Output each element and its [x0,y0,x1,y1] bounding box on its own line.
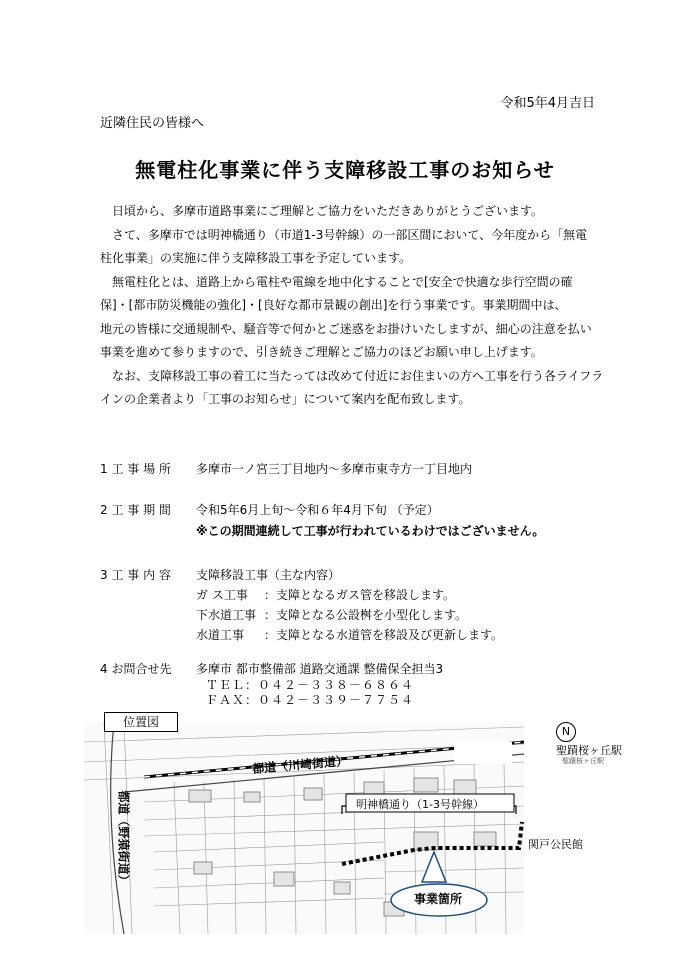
content-water-desc: ：支障となる水道管を移設及び更新します。 [264,628,504,642]
body-line: 柱化事業」の実施に伴う支障移設工事を予定しています。 [100,251,412,265]
map-label-station: 聖蹟桜ヶ丘駅 [556,744,622,757]
contact-fax: ＦＡＸ：０４２－３３９－７７５４ [206,693,415,707]
map-label-kawasaki: 都道（川崎街道） [251,753,349,777]
location-label: 1 工 事 場 所 [100,462,171,476]
body-line: 事業を進めて参りますので、引き続きご理解とご協力のほどお願い申し上げます。 [100,345,543,359]
contact-tel: ＴＥＬ：０４２－３３８－６８６４ [206,678,415,692]
body-line: インの企業者より「工事のお知らせ」について案内を配布致します。 [100,392,471,406]
content-gas-desc: ：支障となるガス管を移設します。 [264,588,456,602]
map-tab: 位置図 [104,712,178,732]
period-label: 2 工 事 期 間 [100,503,171,517]
body-line: 地元の皆様に交通規制や、騒音等で何かとご迷惑をお掛けいたしますが、細心の注意を払い [100,321,592,336]
period-note: ※この期間連続して工事が行われているわけではございません。 [196,524,545,538]
body-line: さて、多摩市では明神橋通り（市道1-3号幹線）の一部区間において、今年度から「無電 [112,227,588,242]
period-value: 令和5年6月上旬～令和６年4月下旬 （予定） [196,503,439,517]
map-label-site: 事業箇所 [414,892,463,906]
body-line: 無電柱化とは、道路上から電柱や電線を地中化することで[安全で快適な歩行空間の確 [112,274,573,289]
contact-label: 4 お問合せ先 [100,662,172,676]
content-sewer-desc: ：支障となる公設桝を小型化します。 [264,608,468,622]
content-sewer-name: 下水道工事 [196,608,257,622]
contact-value: 多摩市 都市整備部 道路交通課 整備保全担当3 [196,662,444,676]
content-gas-name: ガ ス工事 [196,588,248,602]
body-line: 保]・[都市防災機能の強化]・[良好な都市景観の創出]を行う事業です。事業期間中は、 [100,298,567,312]
map-label-nogawa: 都道（野猿街道） [116,790,131,887]
content-label: 3 工 事 内 容 [100,568,171,582]
notice-title: 無電柱化事業に伴う支障移設工事のお知らせ [135,158,555,182]
body-text [100,200,604,412]
map-label-myojin: 明神橋通り（1-3号幹線） [356,798,484,811]
addressee: 近隣住民の皆様へ [100,116,205,131]
north-arrow-icon: N [556,722,576,742]
body-line: なお、支障移設工事の着工に当たっては改めて付近にお住まいの方へ工事を行う各ライフラ [112,368,604,383]
body-line: 日頃から、多摩市道路事業にご理解とご協力をいただきありがとうございます。 [112,204,544,218]
notice-date: 令和5年4月吉日 [500,96,595,111]
map-label-hall: 関戸公民館 [528,838,583,851]
content-water-name: 水道工事 [196,628,245,642]
content-value: 支障移設工事（主な内容） [196,568,341,582]
location-value: 多摩市一ノ宮三丁目地内～多摩市東寺方一丁目地内 [196,462,473,476]
map-label-station-sub: 聖蹟桜ヶ丘駅 [562,757,604,765]
location-map [84,722,524,934]
